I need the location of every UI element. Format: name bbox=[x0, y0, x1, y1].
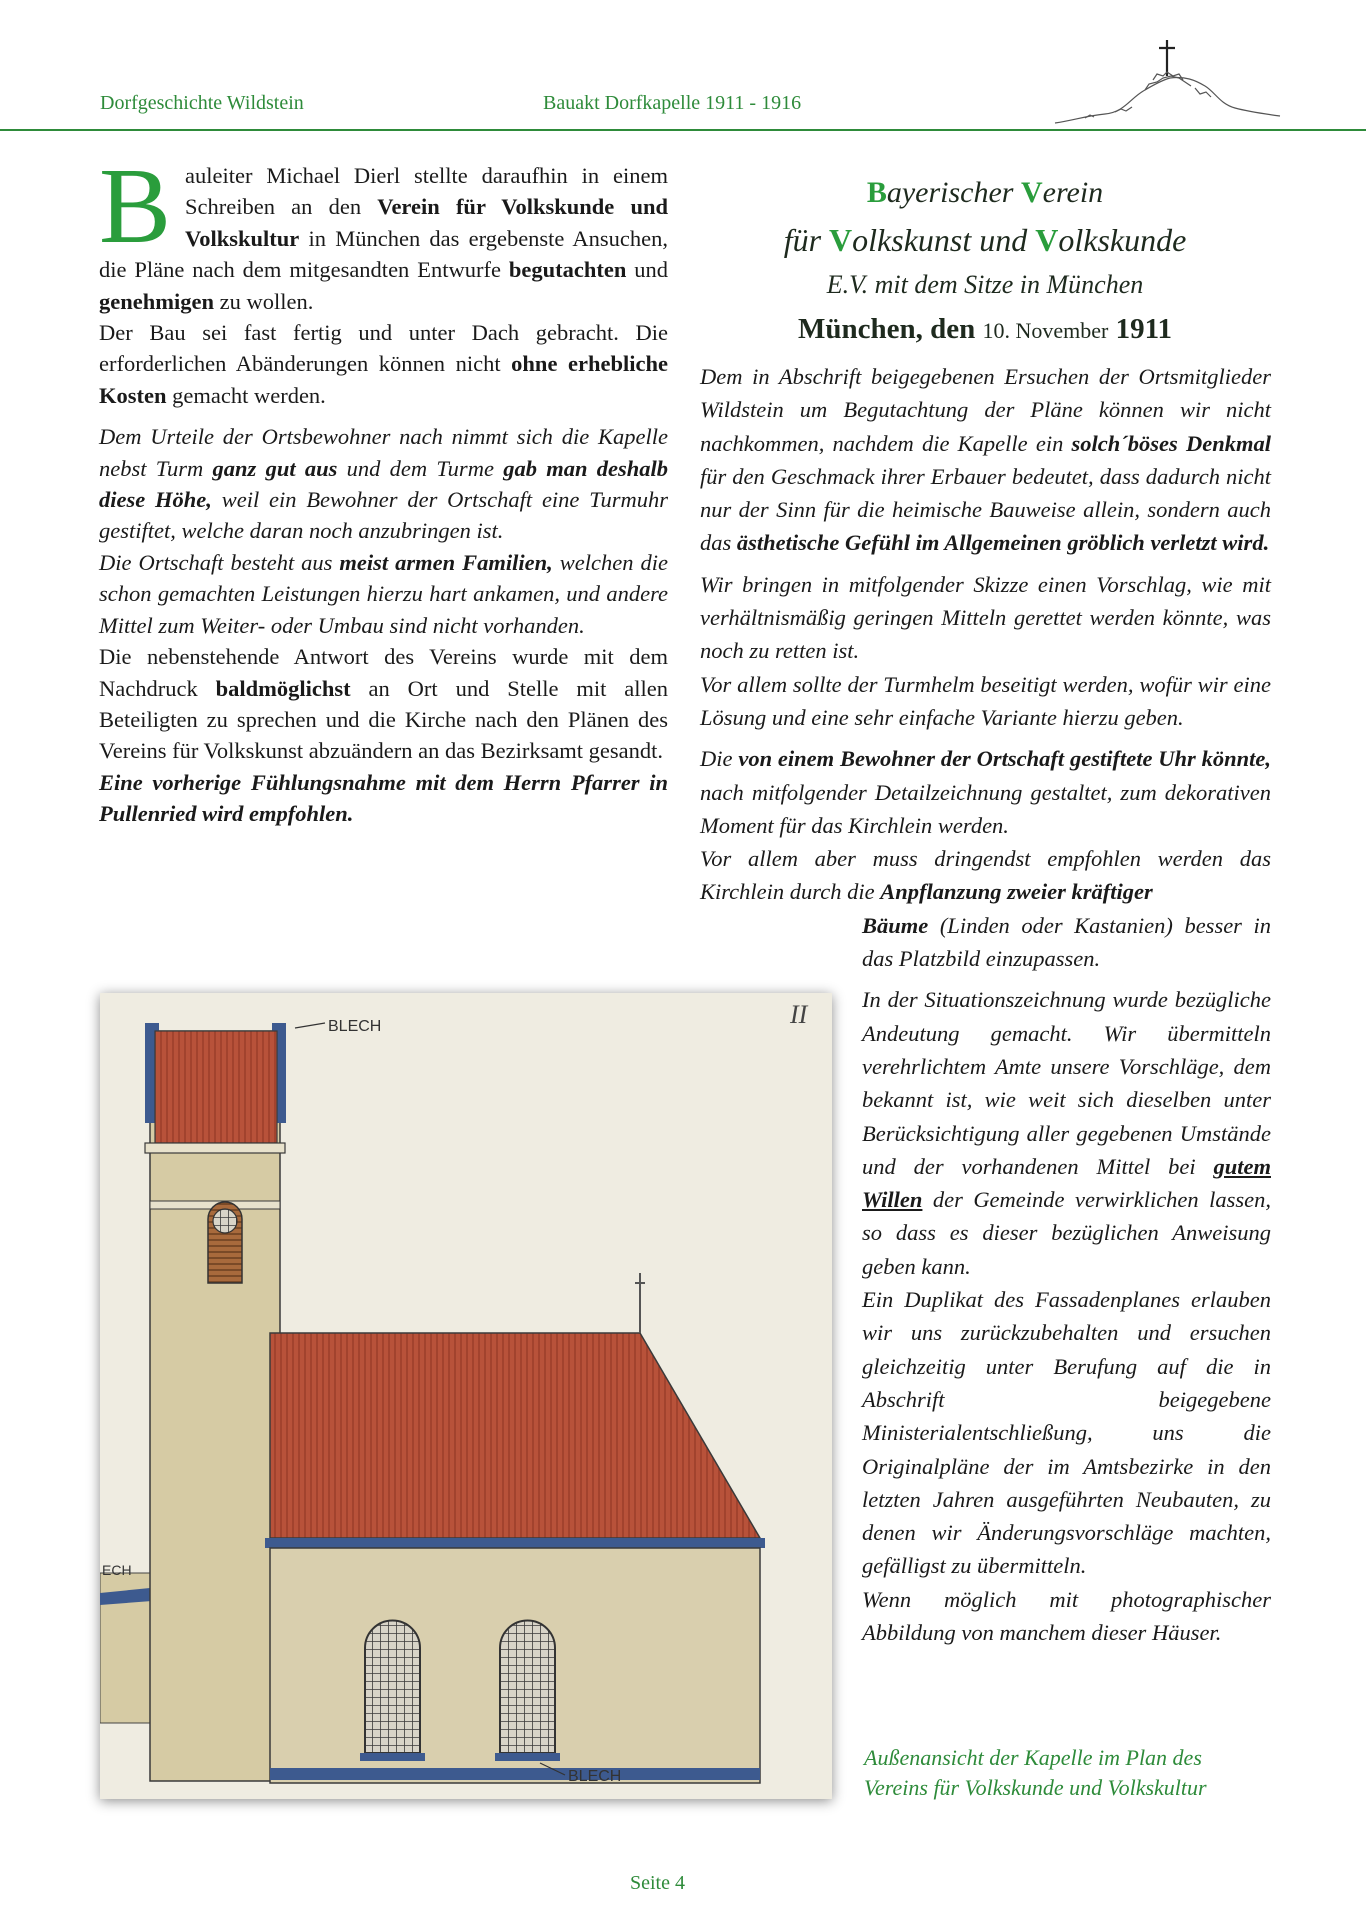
letter-paragraph-7: In der Situationszeichnung wurde bezügliche Andeutung gemacht. Wir übermitteln verehrlichtem Amte unsere Vorschläge, dem bekannt ist, wie weit sich dieselben unter Berücksichtigung aller gegebenen Umstände und der vorhandenen Mittel bei gutem Willen der Gemeinde verwirklichen lassen, so dass es dieser bezüglichen Anweisung geben kann. bbox=[862, 987, 1271, 1279]
paragraph-response: Die nebenstehende Antwort des Vereins wurde mit dem Nachdruck baldmöglichst an Ort und Stelle mit allen Beteiligten zu sprechen und die Kirche nach den Plänen des Vereins für Volkskunst abzuändern an das Bezirksamt gesandt. bbox=[99, 644, 669, 764]
paragraph-quote-tower: Dem Urteile der Ortsbewohner nach nimmt sich die Kapelle nebst Turm ganz gut aus und dem Turme gab man deshalb diese Höhe, weil ein Bewohner der Ortschaft eine Turmuhr gestiftet, welche daran noch anzubringen ist. bbox=[99, 424, 669, 544]
hill-chapel-logo bbox=[1045, 28, 1285, 138]
header-subtitle: Bauakt Dorfkapelle 1911 - 1916 bbox=[543, 92, 802, 114]
figure-caption: Außenansicht der Kapelle im Plan des Vereins für Volkskunde und Volkskultur bbox=[864, 1745, 1207, 1800]
figure-label-blech-bottom: BLECH bbox=[568, 1768, 622, 1785]
chapel-drawing bbox=[100, 993, 832, 1799]
letter-paragraph-9: Wenn möglich mit photographischer Abbildung von manchem dieser Häuser. bbox=[862, 1586, 1271, 1645]
letter-paragraph-2: Wir bringen in mitfolgender Skizze einen Vorschlag, wie mit verhältnismäßig geringen Mitteln gerettet werden könnte, was noch zu retten ist. bbox=[700, 571, 1271, 664]
figure-roman-numeral: II bbox=[790, 1000, 808, 1029]
nave-window-right bbox=[500, 1621, 555, 1754]
letterhead-date-line: München, den 10. November 1911 bbox=[797, 313, 1173, 345]
letter-paragraph-5: Vor allem aber muss dringendst empfohlen werden das Kirchlein durch die Anpflanzung zweier kräftiger bbox=[700, 846, 1271, 905]
paragraph-recommendation: Eine vorherige Fühlungsnahme mit dem Herrn Pfarrer in Pullenried wird empfohlen. bbox=[99, 769, 668, 827]
paragraph-costs: Der Bau sei fast fertig und unter Dach gebracht. Die erforderlichen Abänderungen können nicht ohne erhebliche Kosten gemacht werden. bbox=[99, 320, 668, 408]
letterhead-line-2: für Volkskunst und Volkskunde bbox=[783, 222, 1187, 258]
figure-label-blech-top: BLECH bbox=[328, 1018, 382, 1035]
left-column bbox=[99, 147, 669, 830]
letterhead bbox=[700, 170, 1270, 354]
paragraph-request: Bauleiter Michael Dierl stellte daraufhin in einem Schreiben an den Verein für Volkskunde und Volkskultur in München das ergebenste Ansuchen, die Pläne nach dem mitgesandten Entwurfe begutachten und genehmigen zu wollen. bbox=[99, 147, 669, 314]
nave-window-left bbox=[365, 1621, 420, 1754]
paragraph-quote-families: Die Ortschaft besteht aus meist armen Familien, welchen die schon gemachten Leistungen hierzu hart ankamen, und andere Mittel zum Weiter- oder Umbau sind nicht vorhanden. bbox=[99, 549, 668, 638]
figure-label-blech-left: ECH bbox=[102, 1562, 132, 1578]
tower-roof bbox=[155, 1031, 277, 1143]
header-title: Dorfgeschichte Wildstein bbox=[100, 92, 304, 114]
page-number: Seite 4 bbox=[630, 1872, 685, 1894]
letter-paragraph-1: Dem in Abschrift beigegebenen Ersuchen der Ortsmitglieder Wildstein um Begutachtung der Pläne können wir nicht nachkommen, nachdem die Kapelle ein solch´böses Denkmal für den Geschmack ihrer Erbauer bedeutet, dass dadurch nicht nur der Sinn für die heimische Bauweise allein, sondern auch das ästhetische Gefühl im Allgemeinen gröblich verletzt wird. bbox=[700, 364, 1272, 556]
letter-paragraph-8: Ein Duplikat des Fassadenplanes erlauben wir uns zurückzubehalten und ersuchen gleichzeitig unter Berufung auf die in Abschrift beigegebene Ministerialentschließung, uns die Originalpläne der im Amtsbezirke in den letzten Jahren ausgeführten Neubauten, zu denen wir Änderungsvorschläge machten, gefälligst zu übermitteln. bbox=[862, 1287, 1271, 1579]
letter-paragraph-6: Bäume (Linden oder Kastanien) besser in das Platzbild einzupassen. bbox=[862, 912, 1271, 972]
letter-paragraph-4: Die von einem Bewohner der Ortschaft gestiftete Uhr könnte, nach mitfolgender Detailzeichnung gestaltet, zum dekorativen Moment für das Kirchlein werden. bbox=[700, 746, 1271, 838]
letter-paragraph-3: Vor allem sollte der Turmhelm beseitigt werden, wofür wir eine Lösung und eine sehr einfache Variante hierzu geben. bbox=[700, 671, 1271, 730]
letterhead-line-1: Bayerischer Verein bbox=[866, 176, 1104, 209]
drop-cap: B bbox=[99, 147, 172, 266]
letterhead-line-3: E.V. mit dem Sitze in München bbox=[826, 270, 1144, 299]
chapel-elevation-image bbox=[100, 993, 832, 1799]
